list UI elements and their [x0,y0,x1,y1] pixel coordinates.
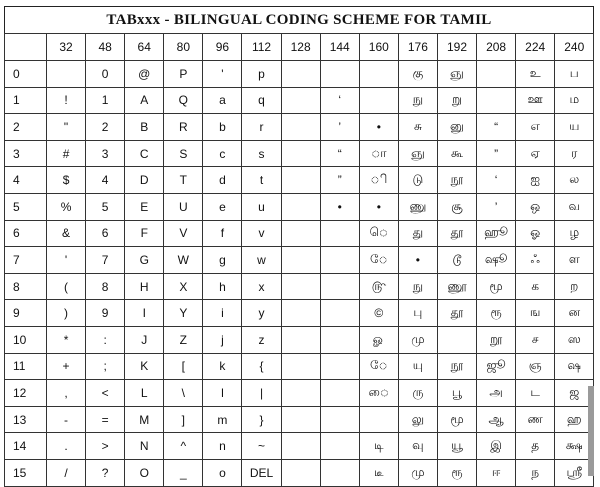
table-row [5,167,594,194]
table-cell [320,247,359,274]
table-cell: வ [555,193,594,220]
table-cell: @ [125,61,164,88]
table-cell: ண [516,406,555,433]
scan-edge-strip [588,386,594,476]
table-cell: ’ [477,193,516,220]
table-cell: ‘ [477,167,516,194]
table-cell: h [203,273,242,300]
table-cell: M [125,406,164,433]
table-cell [320,433,359,460]
column-header: 64 [125,34,164,61]
table-cell: ( [47,273,86,300]
table-cell: ரூ [437,459,476,486]
table-cell [281,247,320,274]
coding-scheme-page [4,6,594,480]
table-cell [281,406,320,433]
table-cell: ஃ [516,247,555,274]
table-cell: டி [359,433,398,460]
table-row [5,114,594,141]
table-cell: Q [164,87,203,114]
row-header: 13 [5,406,47,433]
row-header: 5 [5,193,47,220]
table-cell [281,326,320,353]
table-cell: ^ [164,433,203,460]
table-cell: ” [320,167,359,194]
table-cell [281,220,320,247]
table-cell: ஹ [555,406,594,433]
table-cell: மு [398,326,437,353]
table-cell [320,273,359,300]
table-cell: • [320,193,359,220]
table-cell: ” [477,140,516,167]
table-cell: தூ [437,220,476,247]
table-cell: 9 [86,300,125,327]
table-cell [281,114,320,141]
table-cell: ட [516,380,555,407]
row-header: 9 [5,300,47,327]
table-cell: [ [164,353,203,380]
table-cell: டீ [359,459,398,486]
table-cell: & [47,220,86,247]
table-cell: நு [398,87,437,114]
table-cell: ஆ [477,406,516,433]
table-cell: V [164,220,203,247]
table-cell: e [203,193,242,220]
table-cell: ௐ [359,326,398,353]
table-cell: ஏ [516,140,555,167]
table-cell: யு [398,353,437,380]
coding-table [4,33,594,487]
table-cell: ா [359,140,398,167]
table-cell [320,61,359,88]
table-cell: = [86,406,125,433]
table-cell: ச [516,326,555,353]
table-cell: p [242,61,281,88]
table-cell [281,61,320,88]
table-cell: லு [398,406,437,433]
table-cell: # [47,140,86,167]
table-cell: E [125,193,164,220]
table-cell: ) [47,300,86,327]
table-cell: B [125,114,164,141]
table-cell: ை [359,380,398,407]
table-cell: ஜூ [477,353,516,380]
table-cell: சூ [437,193,476,220]
table-cell: K [125,353,164,380]
table-cell: _ [164,459,203,486]
table-cell: ! [47,87,86,114]
row-header: 1 [5,87,47,114]
table-cell: யூ [437,433,476,460]
column-header: 224 [516,34,555,61]
table-cell [320,300,359,327]
table-cell: ] [164,406,203,433]
table-cell: மூ [437,406,476,433]
table-cell: $ [47,167,86,194]
table-cell [320,353,359,380]
table-cell: கூ [437,140,476,167]
table-cell: க்ஷ [555,433,594,460]
table-cell: ஞு [437,61,476,88]
table-cell [320,459,359,486]
table-cell: > [86,433,125,460]
table-cell [359,406,398,433]
table-row [5,353,594,380]
row-header: 6 [5,220,47,247]
column-header: 32 [47,34,86,61]
table-cell: i [203,300,242,327]
table-cell: N [125,433,164,460]
table-cell [281,459,320,486]
table-cell [320,406,359,433]
table-cell: 5 [86,193,125,220]
table-cell [320,326,359,353]
table-cell: ஜ [555,380,594,407]
row-header: 11 [5,353,47,380]
table-cell: ஹூ [477,220,516,247]
table-cell: ரூ [477,300,516,327]
row-header: 3 [5,140,47,167]
table-cell: ; [86,353,125,380]
column-header: 208 [477,34,516,61]
table-cell: ' [203,61,242,88]
header-row [5,34,594,61]
table-row [5,326,594,353]
table-cell [281,353,320,380]
table-cell: DEL [242,459,281,486]
table-cell: ஷ [555,353,594,380]
table-cell [320,220,359,247]
row-header: 0 [5,61,47,88]
column-header: 160 [359,34,398,61]
table-cell: A [125,87,164,114]
table-cell: ணு [398,193,437,220]
table-cell: n [203,433,242,460]
table-cell: ெ [359,220,398,247]
table-cell: b [203,114,242,141]
table-cell: ணூ [437,273,476,300]
table-cell [281,273,320,300]
table-cell: ' [47,247,86,274]
table-row [5,87,594,114]
table-cell: ஸ்ரீ [555,459,594,486]
table-cell: ஒ [516,193,555,220]
table-cell: ஷூ [477,247,516,274]
row-header: 10 [5,326,47,353]
table-cell: J [125,326,164,353]
row-header: 8 [5,273,47,300]
table-cell: தூ [437,300,476,327]
row-header: 15 [5,459,47,486]
table-row [5,380,594,407]
row-header: 14 [5,433,47,460]
table-cell: ய [555,114,594,141]
row-header: 7 [5,247,47,274]
table-cell: ஊ [516,87,555,114]
table-cell: • [359,193,398,220]
table-title: TABxxx - BILINGUAL CODING SCHEME FOR TAMIL [4,6,594,33]
table-cell: 6 [86,220,125,247]
table-cell [281,140,320,167]
table-cell: " [47,114,86,141]
table-cell: ே [359,353,398,380]
table-cell: உ [516,61,555,88]
table-cell: Z [164,326,203,353]
table-cell: ஞ [516,353,555,380]
table-cell: j [203,326,242,353]
table-cell [281,167,320,194]
table-cell: I [125,300,164,327]
table-cell: சு [398,114,437,141]
table-cell: f [203,220,242,247]
table-row [5,459,594,486]
table-cell: நு [398,273,437,300]
table-cell: F [125,220,164,247]
table-cell: t [242,167,281,194]
table-cell: டு [398,167,437,194]
table-cell: d [203,167,242,194]
table-cell: “ [477,114,516,141]
table-cell: X [164,273,203,300]
table-cell: Y [164,300,203,327]
table-cell [281,380,320,407]
table-cell: { [242,353,281,380]
table-cell: க [516,273,555,300]
corner-cell [5,34,47,61]
table-cell: னு [437,114,476,141]
table-cell: த [516,433,555,460]
table-cell: L [125,380,164,407]
table-cell: 1 [86,87,125,114]
table-cell: ம [555,87,594,114]
table-cell [477,87,516,114]
table-cell: m [203,406,242,433]
table-cell: | [242,380,281,407]
table-cell: ர [555,140,594,167]
table-cell: g [203,247,242,274]
table-cell: U [164,193,203,220]
table-cell [281,300,320,327]
table-cell: 3 [86,140,125,167]
table-cell: றூ [477,326,516,353]
table-cell: பு [398,300,437,327]
table-cell: மூ [477,273,516,300]
table-cell: இ [477,433,516,460]
table-cell: w [242,247,281,274]
table-cell: } [242,406,281,433]
table-cell: ப [555,61,594,88]
table-cell: மு [398,459,437,486]
table-cell: “ [320,140,359,167]
table-cell [359,87,398,114]
table-cell: ’ [320,114,359,141]
table-cell: ள [555,247,594,274]
table-cell: 0 [86,61,125,88]
table-cell: ~ [242,433,281,460]
table-cell: பூ [437,380,476,407]
table-cell: v [242,220,281,247]
table-cell: W [164,247,203,274]
table-cell: , [47,380,86,407]
table-cell: q [242,87,281,114]
table-cell [359,61,398,88]
table-cell: r [242,114,281,141]
table-cell: ரு [398,380,437,407]
table-cell: நூ [437,167,476,194]
table-cell: O [125,459,164,486]
table-cell: 7 [86,247,125,274]
table-cell: © [359,300,398,327]
table-row [5,273,594,300]
column-header: 176 [398,34,437,61]
table-cell [281,193,320,220]
table-cell: ஓ [516,220,555,247]
table-cell: அ [477,380,516,407]
table-cell: S [164,140,203,167]
table-cell: y [242,300,281,327]
table-cell: ஞு [398,140,437,167]
table-cell: s [242,140,281,167]
column-header: 112 [242,34,281,61]
table-cell: l [203,380,242,407]
table-row [5,220,594,247]
table-cell: / [47,459,86,486]
table-cell: 2 [86,114,125,141]
table-cell [281,433,320,460]
table-cell: z [242,326,281,353]
table-cell: G [125,247,164,274]
column-header: 96 [203,34,242,61]
column-header: 240 [555,34,594,61]
table-row [5,61,594,88]
table-cell: H [125,273,164,300]
table-cell: o [203,459,242,486]
table-cell: ல [555,167,594,194]
column-header: 48 [86,34,125,61]
table-cell: ற [555,273,594,300]
table-cell: கு [398,61,437,88]
table-cell [477,61,516,88]
table-cell: ே [359,247,398,274]
table-row [5,406,594,433]
table-cell [47,61,86,88]
table-cell: • [359,114,398,141]
column-header: 144 [320,34,359,61]
row-header: 4 [5,167,47,194]
table-cell: எ [516,114,555,141]
table-cell: • [398,247,437,274]
table-cell: - [47,406,86,433]
table-cell: ி [359,167,398,194]
table-cell: ௹ [359,273,398,300]
table-cell: ன [555,300,594,327]
table-cell: R [164,114,203,141]
table-cell: 8 [86,273,125,300]
row-header: 12 [5,380,47,407]
table-cell: + [47,353,86,380]
table-cell: x [242,273,281,300]
row-header: 2 [5,114,47,141]
table-cell: k [203,353,242,380]
table-cell: \ [164,380,203,407]
table-cell: c [203,140,242,167]
table-cell: ழ [555,220,594,247]
table-cell: ஈ [477,459,516,486]
column-header: 80 [164,34,203,61]
table-row [5,193,594,220]
table-body [5,61,594,487]
table-row [5,247,594,274]
table-cell: . [47,433,86,460]
table-cell: 4 [86,167,125,194]
column-header: 192 [437,34,476,61]
table-row [5,300,594,327]
table-cell: வு [398,433,437,460]
table-cell [320,380,359,407]
table-cell: ? [86,459,125,486]
table-cell: P [164,61,203,88]
table-cell: ஸ [555,326,594,353]
table-cell: u [242,193,281,220]
table-cell: < [86,380,125,407]
table-row [5,433,594,460]
table-cell [437,326,476,353]
table-cell: நூ [437,353,476,380]
table-cell: ஐ [516,167,555,194]
table-cell: * [47,326,86,353]
table-cell: து [398,220,437,247]
table-cell: T [164,167,203,194]
table-cell: டூ [437,247,476,274]
table-cell: C [125,140,164,167]
table-cell: D [125,167,164,194]
table-cell: று [437,87,476,114]
table-cell: ந [516,459,555,486]
table-cell: a [203,87,242,114]
table-cell: ‘ [320,87,359,114]
table-cell: ங [516,300,555,327]
table-cell: : [86,326,125,353]
table-cell [281,87,320,114]
table-cell: % [47,193,86,220]
table-row [5,140,594,167]
column-header: 128 [281,34,320,61]
